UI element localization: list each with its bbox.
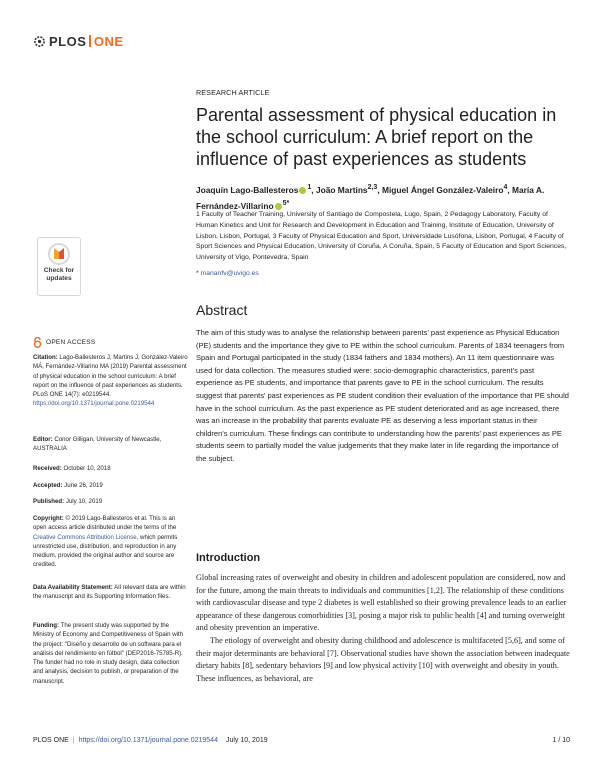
accepted-date: June 26, 2019 <box>64 482 103 489</box>
citation-block <box>33 353 189 409</box>
received-date: October 10, 2018 <box>63 465 111 472</box>
plos-logo-icon <box>33 35 46 48</box>
citation-label: Citation: <box>33 354 58 361</box>
footer-journal: PLOS ONE <box>33 737 69 744</box>
introduction-heading: Introduction <box>196 552 261 564</box>
data-availability-text: All relevant data are within the manuscript and its Supporting Information files. <box>33 584 186 601</box>
corresponding-email <box>196 270 570 277</box>
accepted-line <box>33 481 189 490</box>
funding-label: Funding: <box>33 622 60 629</box>
author-affiliation-sup: 5* <box>282 199 290 207</box>
funding-block <box>33 621 189 686</box>
crossmark-icon <box>46 242 72 266</box>
editor-text: Conor Gilligan, University of Newcastle, AUSTRALIA <box>33 436 162 453</box>
author-affiliation-sup: 2,3 <box>367 184 378 191</box>
open-access-label: OPEN ACCESS <box>46 338 96 346</box>
author-list: Joaquín Lago-Ballesteros $^1$, João Martins$^{2,3}$, Miguel Ángel González-Valeiro$^4$, María A. Fernández-Villarino $^{5*}$ <box>196 184 545 211</box>
citation-text: Lago-Ballesteros J, Martins J, González-Valeiro MÁ, Fernández-Villarino MA (2019) Parental assessment of physical education in the school curriculum: A brief report on the influence of past experiences as students. PLoS ONE 14(7): e0219544. <box>33 354 188 399</box>
paragraph: Global increasing rates of overweight and obesity in children and adolescent population are considered, now and for the future, among the main threats to individuals and communities [1,2]. The relationship of these conditions with cardiovascular disease and type 2 diabetes is well established so their growing prevalence leads to an earlier appearance of these dangerous comorbidities [3], posing a major risk to public health [4] and turning overweight and obesity prevention an imperative. <box>196 573 567 633</box>
open-lock-icon <box>33 337 42 348</box>
footer-separator: | <box>72 737 75 744</box>
abstract-heading: Abstract <box>196 302 248 318</box>
received-label: Received: <box>33 465 62 472</box>
affiliations: 1 Faculty of Teacher Training, University of Santiago de Compostela, Lugo, Spain, 2 Pedagogy Laboratory, Faculty of Human Kinetics and Unit for Research and Development in Education and Training, Institute of Education, University of Lisbon, Lisbon, Portugal, 3 Faculty of Physical Education and Sport, Universidade Lusófona, Lisbon, Portugal, 4 Faculty of Sport Sciences and Physical Education, University of Coruña, A Coruña, Spain, 5 Faculty of Education and Sport Sciences, University of Vigo, Pontevedra, Spain <box>196 211 567 262</box>
logo-word-one: ONE <box>93 33 124 49</box>
citation-doi-link[interactable]: https://doi.org/10.1371/journal.pone.0219544 <box>33 400 155 408</box>
author-affiliation-sup: 4 <box>503 184 508 191</box>
page-footer <box>33 737 570 744</box>
editor-label: Editor: <box>33 436 53 443</box>
abstract-text: The aim of this study was to analyse the relationship between parents' past experience as Physical Education (PE) students and the importance they give to PE within the school curriculum. Parents of 1834 teenagers from Spain and Portugal participated in the study (1834 fathers and 1834 mothers). An 11 item questionnaire was used for data collection. The measures studied were: socio-demographic characteristics, parent's past experience as PE students, and importance that parents gave to PE in the school curriculum. The results suggest that parents' past experiences as PE student condition their evaluation of the importance that PE should have in the school curriculum. As the past experience as PE student deteriorated and as age increased, there was an increase in the probability that parents evaluate PE as deserving a less important status in their children's curriculum. These findings can contribute to understanding how the parents' past experiences as PE students seem to partially model the value judgements that they make later in life regarding the importance of the subject. <box>196 328 569 463</box>
journal-logo[interactable] <box>33 34 124 48</box>
email-link[interactable]: marianfv@uvigo.es <box>200 270 259 277</box>
paragraph: The etiology of overweight and obesity during childhood and adolescence is multifaceted [5,6], and some of their major determinants are behavioral [7]. Observational studies have shown the association between inadequate dietary habits [8], sedentary behaviors [9] and low physical activity [10] with overweight and obesity in youth. These influences, as behavioral, are <box>196 635 570 683</box>
copyright-text-end: , which permits unrestricted use, distribution, and reproduction in any medium, provided the original author and source are credited. <box>33 533 178 569</box>
footer-date: July 10, 2019 <box>225 737 268 744</box>
check-for-updates-badge[interactable] <box>37 237 81 296</box>
crossmark-label-line2: updates <box>46 275 72 282</box>
introduction-body <box>196 572 570 685</box>
orcid-icon[interactable] <box>299 187 306 194</box>
received-line <box>33 464 189 473</box>
author-name[interactable]: João Martins <box>315 184 368 195</box>
copyright-label: Copyright: <box>33 515 64 522</box>
author-name[interactable]: Joaquín Lago-Ballesteros <box>196 184 299 195</box>
author-name[interactable]: María A. Fernández-Villarino <box>196 184 545 211</box>
published-date: July 10, 2019 <box>65 498 103 505</box>
orcid-icon[interactable] <box>275 203 282 210</box>
published-label: Published: <box>33 498 65 505</box>
copyright-text: © 2019 Lago-Ballesteros et al. This is an open access article distributed under the terms of the <box>33 515 177 532</box>
data-availability-label: Data Availability Statement: <box>33 584 113 591</box>
open-access-badge <box>33 337 189 348</box>
author-affiliation-sup: 1 <box>307 184 312 191</box>
crossmark-label-line1: Check for <box>43 267 75 274</box>
data-availability-block <box>33 583 189 602</box>
page-number: 1 / 10 <box>552 737 570 744</box>
editor-block <box>33 435 189 454</box>
accepted-label: Accepted: <box>33 482 63 489</box>
author-name[interactable]: Miguel Ángel González-Valeiro <box>381 184 504 195</box>
article-title: Parental assessment of physical education in the school curriculum: A brief report on the influence of past experiences as students <box>196 105 557 169</box>
corresponding-marker: * <box>196 270 199 277</box>
published-line <box>33 497 189 506</box>
license-link[interactable]: Creative Commons Attribution License <box>33 533 137 541</box>
footer-doi-link[interactable]: https://doi.org/10.1371/journal.pone.0219544 <box>78 737 218 744</box>
funding-text: The present study was supported by the Ministry of Economy and Competitiveness of Spain with the project: "Diseño y desarrollo de un software para el análisis del rendimiento en fútbol" (DEP2016-75785-R). The funder had no role in study design, data collection and analysis, decision to publish, or preparation of the manuscript. <box>33 622 184 685</box>
copyright-block <box>33 514 189 570</box>
logo-word-plos: PLOS <box>49 33 87 49</box>
article-type-label: RESEARCH ARTICLE <box>196 88 270 97</box>
logo-divider <box>89 35 91 47</box>
